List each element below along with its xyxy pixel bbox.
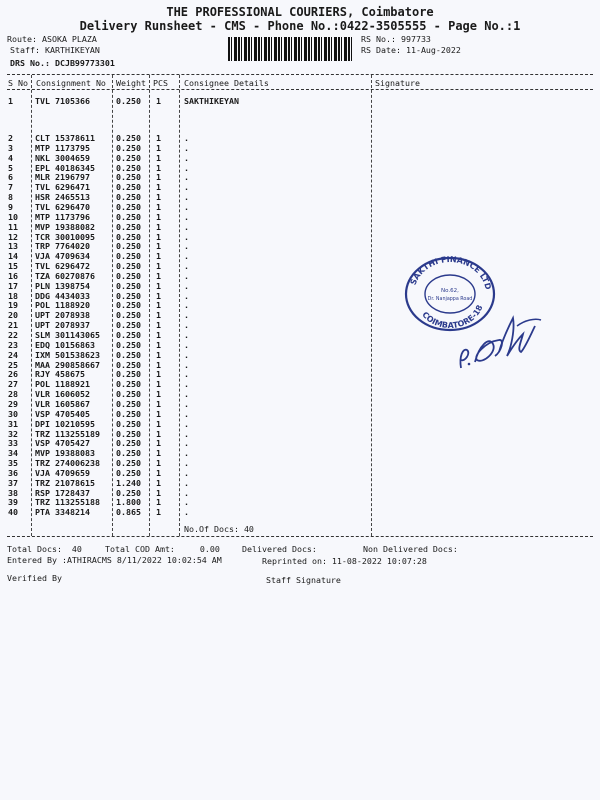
row-consignment: UPT 2078938	[35, 310, 90, 321]
row-consignee: .	[184, 458, 189, 469]
row-pcs: 1	[156, 320, 161, 331]
row-pcs: 1	[156, 142, 161, 153]
table-row	[0, 153, 600, 163]
table-row	[0, 488, 600, 498]
table-row	[0, 222, 600, 232]
row-pcs: 1	[156, 96, 161, 106]
row-consignee: .	[184, 497, 189, 508]
row-pcs: 1	[156, 467, 161, 478]
row-consignment: VSP 4705405	[35, 408, 90, 419]
row-sno: 35	[8, 458, 18, 469]
row-sno: 21	[8, 320, 18, 331]
row-pcs: 1	[156, 211, 161, 222]
table-row	[0, 478, 600, 488]
table-top-rule	[7, 74, 593, 75]
verified-by: Verified By	[7, 573, 62, 583]
row-consignee: .	[184, 162, 189, 173]
row-weight: 0.250	[116, 133, 141, 143]
row-sno: 1	[8, 96, 13, 106]
row-weight: 0.250	[116, 162, 141, 173]
table-row	[0, 202, 600, 212]
table-row	[0, 409, 600, 419]
row-weight: 0.250	[116, 142, 141, 153]
row-consignment: SLM 301143065	[35, 330, 100, 340]
row-weight: 0.250	[116, 369, 141, 380]
barcode-image	[228, 37, 352, 61]
row-consignment: RSP 1728437	[35, 487, 90, 498]
row-consignee: .	[184, 172, 189, 183]
row-pcs: 1	[156, 408, 161, 419]
handwritten-signature	[455, 290, 545, 380]
row-consignee: .	[184, 359, 189, 370]
row-consignee: .	[184, 182, 189, 193]
staff-label: Staff: KARTHIKEYAN	[10, 45, 100, 55]
row-weight: 0.250	[116, 152, 141, 163]
row-consignment: TRZ 21078615	[35, 477, 95, 488]
row-weight: 0.250	[116, 201, 141, 212]
row-consignment: RJY 458675	[35, 369, 85, 380]
row-pcs: 1	[156, 369, 161, 380]
row-consignee: SAKTHIKEYAN	[184, 96, 239, 106]
table-row	[0, 399, 600, 409]
row-sno: 40	[8, 507, 18, 518]
row-pcs: 1	[156, 458, 161, 469]
table-row	[0, 172, 600, 182]
row-sno: 26	[8, 369, 18, 380]
row-consignment: TRZ 274006238	[35, 458, 100, 469]
row-weight: 0.250	[116, 290, 141, 301]
stamp-inner-line1: No.62,	[441, 288, 459, 294]
row-pcs: 1	[156, 379, 161, 390]
row-consignee: .	[184, 389, 189, 400]
row-consignee: .	[184, 398, 189, 409]
row-sno: 14	[8, 251, 18, 262]
runsheet-subtitle: Delivery Runsheet - CMS - Phone No.:0422-3505555 - Page No.:1	[79, 19, 521, 33]
row-consignment: DPI 10210595	[35, 418, 95, 429]
row-weight: 0.250	[116, 398, 141, 409]
row-sno: 4	[8, 152, 13, 163]
row-pcs: 1	[156, 339, 161, 350]
row-sno: 16	[8, 270, 18, 281]
row-consignee: .	[184, 251, 189, 262]
row-consignee: .	[184, 467, 189, 478]
row-weight: 0.250	[116, 438, 141, 449]
row-sno: 23	[8, 339, 18, 350]
row-consignment: CLT 15378611	[35, 133, 95, 143]
row-consignment: TVL 6296470	[35, 201, 90, 212]
row-sno: 30	[8, 408, 18, 419]
reprinted-on: Reprinted on: 11-08-2022 10:07:28	[262, 556, 427, 566]
row-weight: 0.250	[116, 270, 141, 281]
row-consignee: .	[184, 438, 189, 449]
row-weight: 0.250	[116, 96, 141, 106]
row-weight: 0.250	[116, 487, 141, 498]
row-consignment: TVL 7105366	[35, 96, 90, 106]
row-pcs: 1	[156, 349, 161, 360]
row-consignment: TVL 6296472	[35, 261, 90, 272]
row-sno: 5	[8, 162, 13, 173]
stamp-inner-line2: Dr. Nanjappa Road	[427, 297, 473, 302]
table-row	[0, 232, 600, 242]
row-consignment: POL 1188920	[35, 300, 90, 311]
row-consignee: .	[184, 428, 189, 439]
row-sno: 18	[8, 290, 18, 301]
row-consignment: TRP 7764020	[35, 241, 90, 252]
row-pcs: 1	[156, 261, 161, 272]
row-weight: 0.250	[116, 211, 141, 222]
row-pcs: 1	[156, 507, 161, 518]
row-sno: 38	[8, 487, 18, 498]
row-sno: 8	[8, 192, 13, 203]
entered-by: Entered By :ATHIRACMS 8/11/2022 10:02:54 AM	[7, 555, 222, 565]
row-pcs: 1	[156, 300, 161, 311]
row-consignment: EPL 40186345	[35, 162, 95, 173]
company-title: THE PROFESSIONAL COURIERS, Coimbatore	[166, 5, 434, 19]
row-consignment: HSR 2465513	[35, 192, 90, 203]
row-pcs: 1	[156, 448, 161, 459]
col-weight: Weight	[116, 78, 146, 88]
row-consignment: VLR 1605867	[35, 398, 90, 409]
row-weight: 0.250	[116, 389, 141, 400]
row-pcs: 1	[156, 152, 161, 163]
row-weight: 0.250	[116, 192, 141, 203]
rs-date: RS Date: 11-Aug-2022	[361, 45, 461, 55]
row-consignment: TVL 6296471	[35, 182, 90, 193]
table-row	[0, 507, 600, 517]
row-weight: 0.250	[116, 428, 141, 439]
row-pcs: 1	[156, 251, 161, 262]
row-consignee: .	[184, 300, 189, 311]
row-consignment: VJA 4709659	[35, 467, 90, 478]
row-sno: 13	[8, 241, 18, 252]
row-sno: 12	[8, 231, 18, 242]
row-sno: 39	[8, 497, 18, 508]
row-weight: 1.240	[116, 477, 141, 488]
table-row	[0, 143, 600, 153]
row-consignment: TCR 30010095	[35, 231, 95, 242]
row-pcs: 1	[156, 359, 161, 370]
col-sno: S No	[8, 78, 28, 88]
delivered-docs: Delivered Docs:	[242, 544, 317, 554]
row-consignee: .	[184, 290, 189, 301]
row-sno: 2	[8, 133, 13, 143]
row-consignment: POL 1188921	[35, 379, 90, 390]
row-weight: 0.250	[116, 359, 141, 370]
row-consignment: PTA 3348214	[35, 507, 90, 518]
row-consignment: VJA 4709634	[35, 251, 90, 262]
table-row	[0, 419, 600, 429]
col-consignment: Consignment No	[36, 78, 106, 88]
row-weight: 0.250	[116, 339, 141, 350]
table-row	[0, 192, 600, 202]
row-pcs: 1	[156, 389, 161, 400]
table-row	[0, 379, 600, 389]
row-pcs: 1	[156, 231, 161, 242]
row-pcs: 1	[156, 310, 161, 321]
route-label: Route: ASOKA PLAZA	[7, 34, 97, 44]
no-of-docs: No.Of Docs: 40	[184, 524, 254, 534]
row-consignee: .	[184, 221, 189, 232]
row-consignee: .	[184, 320, 189, 331]
row-pcs: 1	[156, 398, 161, 409]
row-weight: 0.250	[116, 241, 141, 252]
row-consignee: .	[184, 330, 189, 340]
row-consignment: VSP 4705427	[35, 438, 90, 449]
row-sno: 31	[8, 418, 18, 429]
row-sno: 28	[8, 389, 18, 400]
row-weight: 0.250	[116, 320, 141, 331]
col-signature: Signature	[375, 78, 420, 88]
row-weight: 0.250	[116, 261, 141, 272]
row-weight: 0.250	[116, 448, 141, 459]
row-consignee: .	[184, 507, 189, 518]
table-row	[0, 241, 600, 251]
row-pcs: 1	[156, 497, 161, 508]
row-pcs: 1	[156, 241, 161, 252]
row-weight: 0.250	[116, 221, 141, 232]
row-consignment: UPT 2078937	[35, 320, 90, 331]
row-sno: 3	[8, 142, 13, 153]
row-weight: 0.250	[116, 182, 141, 193]
row-consignment: IXM 501538623	[35, 349, 100, 360]
row-consignment: MTP 1173796	[35, 211, 90, 222]
row-pcs: 1	[156, 280, 161, 291]
row-consignee: .	[184, 211, 189, 222]
row-weight: 0.250	[116, 458, 141, 469]
row-pcs: 1	[156, 133, 161, 143]
row-sno: 37	[8, 477, 18, 488]
row-consignee: .	[184, 369, 189, 380]
row-weight: 0.250	[116, 280, 141, 291]
table-row	[0, 458, 600, 468]
table-header-rule	[7, 89, 593, 90]
col-pcs: PCS	[153, 78, 168, 88]
row-consignment: MVP 19388082	[35, 221, 95, 232]
row-weight: 0.250	[116, 300, 141, 311]
table-row	[0, 497, 600, 507]
row-consignment: TRZ 113255189	[35, 428, 100, 439]
row-sno: 20	[8, 310, 18, 321]
row-consignee: .	[184, 408, 189, 419]
table-row	[0, 133, 600, 143]
total-docs: Total Docs: 40	[7, 544, 82, 554]
row-consignee: .	[184, 418, 189, 429]
row-pcs: 1	[156, 418, 161, 429]
row-pcs: 1	[156, 330, 161, 340]
row-consignment: TRZ 113255188	[35, 497, 100, 508]
row-pcs: 1	[156, 270, 161, 281]
row-sno: 7	[8, 182, 13, 193]
row-consignee: .	[184, 280, 189, 291]
row-consignee: .	[184, 349, 189, 360]
row-consignment: PLN 1398754	[35, 280, 90, 291]
row-sno: 6	[8, 172, 13, 183]
row-weight: 0.250	[116, 172, 141, 183]
row-consignment: MLR 2196797	[35, 172, 90, 183]
row-sno: 11	[8, 221, 18, 232]
col-consignee: Consignee Details	[184, 78, 269, 88]
row-consignee: .	[184, 241, 189, 252]
row-weight: 0.865	[116, 507, 141, 518]
row-pcs: 1	[156, 477, 161, 488]
row-pcs: 1	[156, 438, 161, 449]
table-row	[0, 438, 600, 448]
row-consignee: .	[184, 477, 189, 488]
row-pcs: 1	[156, 290, 161, 301]
row-pcs: 1	[156, 182, 161, 193]
row-consignee: .	[184, 379, 189, 390]
row-consignment: EDQ 10156863	[35, 339, 95, 350]
total-cod: Total COD Amt: 0.00	[105, 544, 220, 554]
table-row	[0, 271, 600, 281]
table-row	[0, 251, 600, 261]
row-weight: 0.250	[116, 349, 141, 360]
row-consignment: TZA 60270876	[35, 270, 95, 281]
row-pcs: 1	[156, 201, 161, 212]
table-header	[0, 78, 600, 88]
row-sno: 24	[8, 349, 18, 360]
row-consignee: .	[184, 133, 189, 143]
row-consignment: MTP 1173795	[35, 142, 90, 153]
table-row	[0, 212, 600, 222]
row-weight: 0.250	[116, 251, 141, 262]
row-consignment: NKL 3004659	[35, 152, 90, 163]
row-weight: 0.250	[116, 467, 141, 478]
row-consignee: .	[184, 192, 189, 203]
row-consignee: .	[184, 142, 189, 153]
row-sno: 19	[8, 300, 18, 311]
table-row	[0, 182, 600, 192]
table-bottom-rule	[7, 536, 593, 537]
row-consignee: .	[184, 339, 189, 350]
table-row	[0, 429, 600, 439]
row-sno: 22	[8, 330, 18, 340]
row-consignee: .	[184, 231, 189, 242]
row-sno: 33	[8, 438, 18, 449]
table-row	[0, 448, 600, 458]
row-consignee: .	[184, 310, 189, 321]
stamp-bottom-text: COIMBATORE-18	[420, 303, 485, 331]
row-sno: 36	[8, 467, 18, 478]
row-consignment: MVP 19388083	[35, 448, 95, 459]
row-consignee: .	[184, 270, 189, 281]
row-sno: 15	[8, 261, 18, 272]
row-sno: 32	[8, 428, 18, 439]
row-sno: 17	[8, 280, 18, 291]
row-weight: 0.250	[116, 330, 141, 340]
row-sno: 10	[8, 211, 18, 222]
row-weight: 0.250	[116, 408, 141, 419]
row-consignee: .	[184, 201, 189, 212]
row-sno: 25	[8, 359, 18, 370]
row-pcs: 1	[156, 221, 161, 232]
staff-signature: Staff Signature	[266, 575, 341, 585]
row-weight: 1.800	[116, 497, 141, 508]
table-row	[0, 96, 600, 106]
row-weight: 0.250	[116, 310, 141, 321]
row-sno: 29	[8, 398, 18, 409]
row-pcs: 1	[156, 428, 161, 439]
row-pcs: 1	[156, 162, 161, 173]
row-pcs: 1	[156, 487, 161, 498]
row-consignee: .	[184, 487, 189, 498]
non-delivered-docs: Non Delivered Docs:	[363, 544, 458, 554]
row-weight: 0.250	[116, 418, 141, 429]
row-consignment: DDG 4434033	[35, 290, 90, 301]
row-consignment: VLR 1606052	[35, 389, 90, 400]
row-consignee: .	[184, 261, 189, 272]
rs-number: RS No.: 997733	[361, 34, 431, 44]
row-sno: 27	[8, 379, 18, 390]
row-sno: 34	[8, 448, 18, 459]
row-consignee: .	[184, 152, 189, 163]
drs-number: DRS No.: DCJB99773301	[10, 58, 115, 68]
table-row	[0, 261, 600, 271]
stamp-top-text: SAKTHI FINANCE LTD	[408, 254, 493, 291]
row-pcs: 1	[156, 192, 161, 203]
table-row	[0, 468, 600, 478]
table-row	[0, 163, 600, 173]
row-weight: 0.250	[116, 379, 141, 390]
svg-text:SAKTHI FINANCE LTD	[409, 255, 493, 291]
row-consignment: MAA 290858667	[35, 359, 100, 370]
row-weight: 0.250	[116, 231, 141, 242]
row-pcs: 1	[156, 172, 161, 183]
table-row	[0, 389, 600, 399]
row-consignee: .	[184, 448, 189, 459]
row-sno: 9	[8, 201, 13, 212]
